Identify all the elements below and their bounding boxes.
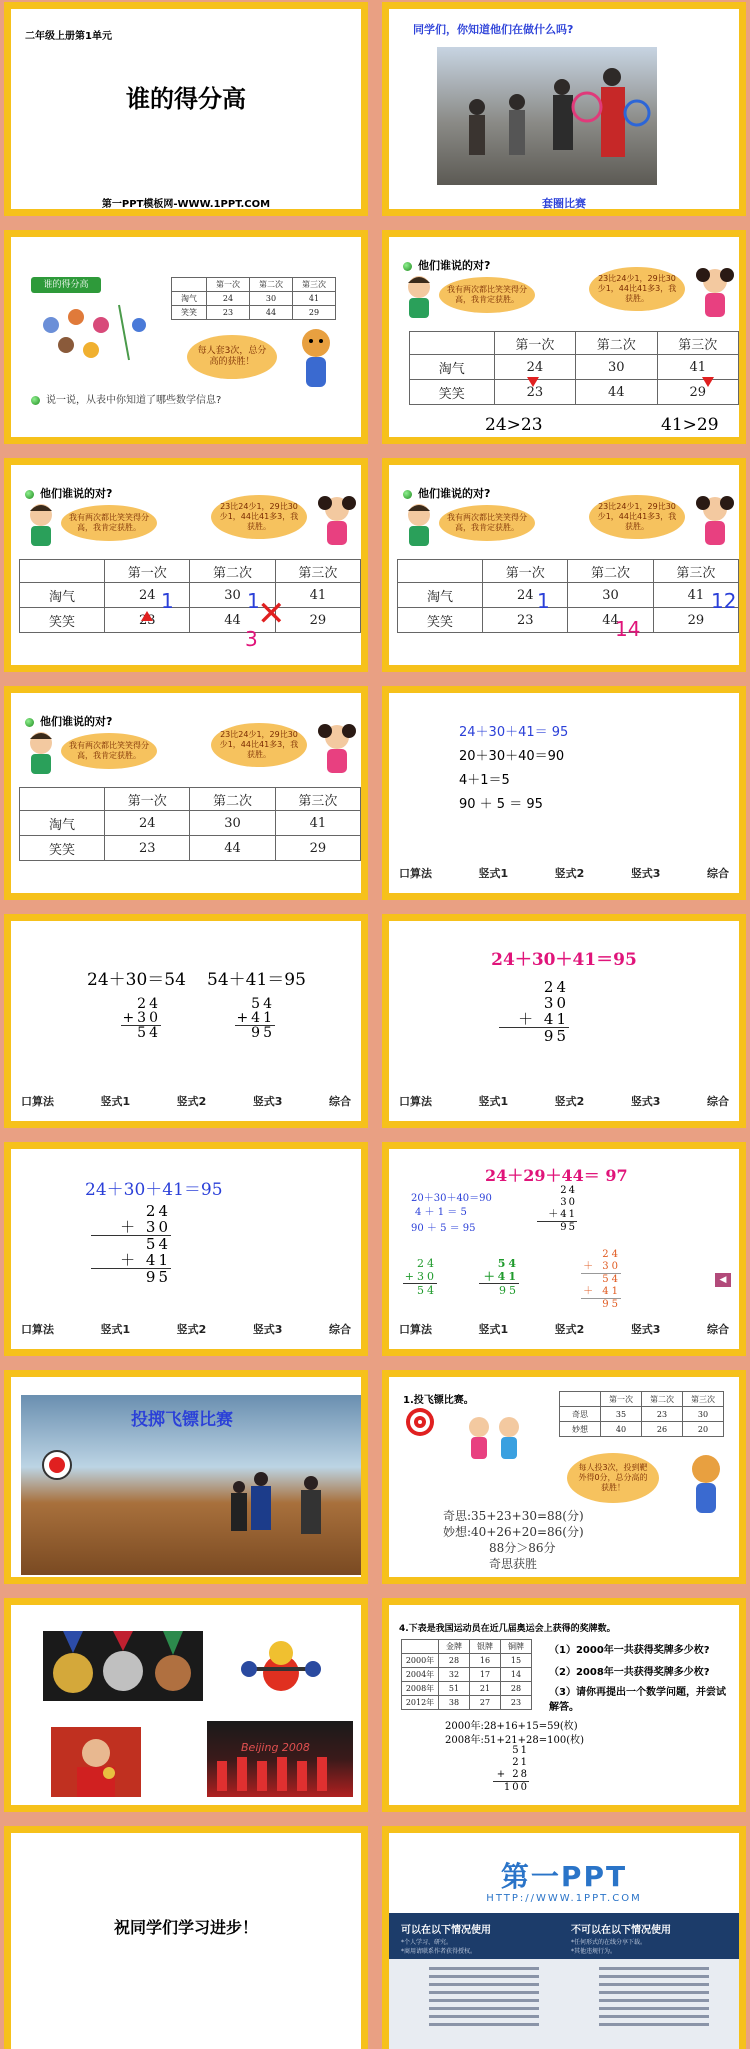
menu-oral[interactable]: 口算法: [399, 1095, 432, 1108]
slide-9: [4, 914, 368, 1128]
ring-toss-photo: [437, 47, 657, 185]
menu-oral[interactable]: 口算法: [399, 1323, 432, 1336]
question-1: （1）2000年一共获得奖牌多少枚?: [549, 1645, 710, 1656]
girl-bubble: 23比24少1，29比30少1，44比41多3，我获胜。: [589, 267, 685, 311]
equation-title: 24＋30＋41＝95: [85, 1180, 223, 1200]
menu-vertical-3[interactable]: 竖式3: [630, 1095, 661, 1108]
score-table: 第一次 第二次 第三次 淘气 24 30 41 笑笑 23 44 29: [409, 331, 739, 405]
question-3: （3）请你再提出一个数学问题，并尝试解答。: [549, 1687, 726, 1713]
slide-13: [4, 1370, 368, 1584]
problem-title: 4.下表是我国运动员在近几届奥运会上获得的奖牌数。: [399, 1624, 616, 1634]
vertical-calc: 24 ＋ 30 54 ＋ 41 95: [91, 1203, 171, 1285]
prompt-text: 说一说，从表中你知道了哪些数学信息?: [31, 391, 221, 406]
oral-line-2: 4 ＋ 1 ＝ 5: [415, 1207, 467, 1218]
cannot-use-note-2: *其他违规行为。: [571, 1948, 617, 1955]
slide-2: [382, 2, 746, 216]
mascot-weightlifting-image: [241, 1629, 321, 1709]
dog-character: [681, 1449, 731, 1519]
vertical-calc-1: 24 +30 54: [122, 996, 161, 1041]
girl-bubble: 23比24少1，29比30少1，44比41多3，我获胜。: [211, 495, 307, 539]
score-table: 第一次 第二次 第三次 淘气 24 30 41 笑笑 23 44 29: [19, 559, 361, 633]
diff-mark-3: 12: [711, 589, 737, 613]
calc-line-2: 妙想:40+26+20=86(分): [443, 1525, 584, 1539]
menu-combined[interactable]: 综合: [328, 1095, 351, 1108]
oral-line-1: 20＋30＋40＝90: [411, 1193, 492, 1204]
slide-11: [4, 1142, 368, 1356]
menu-vertical-3[interactable]: 竖式3: [252, 1323, 283, 1336]
photo-title: 投掷飞镖比赛: [131, 1410, 233, 1430]
menu-vertical-1[interactable]: 竖式1: [478, 867, 509, 880]
score-table: 第一次 第二次 第三次 淘气 24 30 41 笑笑 23 44 29: [171, 277, 336, 320]
medals-image: [43, 1631, 203, 1701]
score-table: 第一次 第二次 第三次 淘气 24 30 41 笑笑 23 44 29: [19, 787, 361, 861]
bullet-icon: [25, 490, 34, 499]
slide-6: [382, 458, 746, 672]
bullet-icon: [403, 490, 412, 499]
menu-vertical-3[interactable]: 竖式3: [630, 867, 661, 880]
vertical-calc-3: 24 ＋ 30 54 ＋ 41 95: [581, 1249, 621, 1311]
diff-mark-2: 1: [247, 589, 260, 613]
menu-vertical-1[interactable]: 竖式1: [478, 1323, 509, 1336]
boy-character: [401, 501, 437, 549]
team-photo: [207, 1721, 353, 1797]
footer-text: 第一PPT模板网-WWW.1PPT.COM: [101, 199, 271, 210]
usage-panel: [389, 1913, 739, 2049]
menu-vertical-3[interactable]: 竖式3: [630, 1323, 661, 1336]
menu-oral[interactable]: 口算法: [399, 867, 432, 880]
can-use-note: *个人学习、研究。: [401, 1939, 453, 1946]
slide-4: [382, 230, 746, 444]
question-2: （2）2008年一共获得奖牌多少枚?: [549, 1667, 710, 1678]
equation-title: 24＋30＋41＝95: [491, 950, 637, 970]
cross-icon: ✕: [257, 594, 286, 634]
equation-3: 4＋1＝5: [459, 773, 510, 788]
slide-15: [4, 1598, 368, 1812]
can-use-heading: 可以在以下情况使用: [401, 1925, 491, 1936]
question-heading: 他们谁说的对?: [25, 713, 112, 729]
closing-text: 祝同学们学习进步！: [113, 1918, 258, 1937]
boy-character: [23, 729, 59, 777]
section-banner: 谁的得分高: [31, 277, 101, 293]
gymnasts-figures: [207, 1751, 353, 1797]
diff-mark-1: 1: [161, 589, 174, 613]
diff-mark-1: 1: [537, 589, 550, 613]
equation-4: 90 ＋ 5 ＝ 95: [459, 797, 543, 812]
slide-5: [4, 458, 368, 672]
boy-character: [23, 501, 59, 549]
link-lines: [389, 1959, 739, 2049]
equation-1: 24＋30＝54: [87, 970, 186, 990]
can-use-note-2: *商用请联系作者获得授权。: [401, 1948, 477, 1955]
girl-bubble: 23比24少1，29比30少1，44比41多3，我获胜。: [211, 723, 307, 767]
question-heading: 他们谁说的对?: [25, 485, 112, 501]
calc-line-1: 奇思:35+23+30=88(分): [443, 1509, 584, 1523]
cannot-use-note: *任何形式的在线分享下载。: [571, 1939, 647, 1946]
boy-bubble: 我有两次都比笑笑得分高，我肯定获胜。: [439, 277, 535, 313]
athlete-image: [51, 1727, 141, 1797]
menu-vertical-2[interactable]: 竖式2: [554, 1323, 585, 1336]
menu-combined[interactable]: 综合: [706, 1095, 729, 1108]
calc-line-3: 88分＞86分: [489, 1541, 556, 1555]
girl-character: [315, 493, 359, 549]
menu-vertical-2[interactable]: 竖式2: [554, 1095, 585, 1108]
method-menu: [21, 1321, 351, 1337]
menu-vertical-1[interactable]: 竖式1: [478, 1095, 509, 1108]
compare-2: 41>29: [661, 415, 719, 435]
unit-label: 二年级上册第1单元: [25, 31, 112, 42]
vertical-calc-1: 24 +30 54: [404, 1257, 437, 1297]
bullet-icon: [25, 718, 34, 727]
down-arrow-icon: [527, 377, 539, 387]
diff-mark-2: 14: [615, 617, 641, 641]
oral-line-3: 90 ＋ 5 ＝ 95: [411, 1223, 476, 1234]
dartboard-icon: [405, 1407, 435, 1437]
boy-bubble: 我有两次都比笑笑得分高，我肯定获胜。: [439, 505, 535, 541]
answer-1: 2000年:28+16+15=59(枚): [445, 1721, 578, 1732]
menu-vertical-1[interactable]: 竖式1: [100, 1323, 131, 1336]
equation-2: 54＋41＝95: [207, 970, 306, 990]
method-menu: [21, 1093, 351, 1109]
method-menu: [399, 865, 729, 881]
slide-12: [382, 1142, 746, 1356]
dart-score-table: 第一次 第二次 第三次 奇思 35 23 30 妙想 40 26 20: [559, 1391, 724, 1437]
slide-3: [4, 230, 368, 444]
menu-combined[interactable]: 综合: [328, 1323, 351, 1336]
people-figures: [437, 47, 657, 185]
ring-toss-illustration: [31, 295, 151, 365]
girl-character: [693, 493, 737, 549]
links-area: [389, 1959, 739, 2049]
diff-mark-3: 3: [245, 627, 258, 651]
rule-bubble: 每人投3次，投到靶外得0分，总分高的获胜！: [567, 1453, 659, 1503]
vertical-calc-combined: 24 30 ＋41 95: [537, 1185, 577, 1234]
problem-title: 1.投飞镖比赛。: [403, 1395, 474, 1406]
equation-1: 24＋30＋41＝ 95: [459, 725, 569, 740]
vertical-calc-2: 54 ＋41 95: [479, 1257, 519, 1297]
question-text: 同学们，你知道他们在做什么吗?: [413, 23, 574, 36]
menu-oral[interactable]: 口算法: [21, 1095, 54, 1108]
menu-vertical-2[interactable]: 竖式2: [176, 1323, 207, 1336]
menu-combined[interactable]: 综合: [706, 867, 729, 880]
calc-line-4: 奇思获胜: [489, 1557, 538, 1571]
menu-vertical-1[interactable]: 竖式1: [100, 1095, 131, 1108]
method-menu: [399, 1321, 729, 1337]
page-title: 谁的得分高: [126, 85, 246, 113]
back-button[interactable]: ◀: [715, 1273, 731, 1287]
cannot-use-heading: 不可以在以下情况使用: [571, 1925, 671, 1936]
bullet-icon: [31, 396, 40, 405]
slide-7: [4, 686, 368, 900]
girl-character: [693, 265, 737, 321]
slide-17: [4, 1826, 368, 2049]
slide-1: [4, 2, 368, 216]
slide-8: [382, 686, 746, 900]
slide-16: [382, 1598, 746, 1812]
menu-combined[interactable]: 综合: [706, 1323, 729, 1336]
boy-bubble: 我有两次都比笑笑得分高，我肯定获胜。: [61, 505, 157, 541]
vertical-calc: 24 30 ＋ 41 95: [499, 979, 569, 1044]
equation-title: 24＋29＋44＝ 97: [485, 1166, 628, 1185]
girl-character: [315, 721, 359, 777]
vertical-calc-2: 54 +41 95: [236, 996, 275, 1041]
menu-vertical-2[interactable]: 竖式2: [554, 867, 585, 880]
medal-table: 金牌 银牌 铜牌 2000年 28 16 15 2004年 32 17 14 2008年 51 21 28 2012年 38 27 23: [401, 1639, 532, 1710]
vertical-calc: 51 21 + 28 100: [493, 1745, 529, 1794]
brand-url: HTTP://WWW.1PPT.COM: [486, 1893, 642, 1904]
answer-2: 2008年:51+21+28=100(枚): [445, 1735, 585, 1746]
method-menu: [399, 1093, 729, 1109]
beijing-logo-text: Beijing 2008: [241, 1741, 310, 1754]
equation-2: 20＋30＋40＝90: [459, 749, 565, 764]
children-characters: [461, 1413, 531, 1469]
question-heading: 他们谁说的对?: [403, 485, 490, 501]
menu-vertical-3[interactable]: 竖式3: [252, 1095, 283, 1108]
photo-caption: 套圈比赛: [542, 197, 586, 210]
dog-character: [291, 323, 341, 393]
girl-bubble: 23比24少1，29比30少1，44比41多3，我获胜。: [589, 495, 685, 539]
boy-bubble: 我有两次都比笑笑得分高，我肯定获胜。: [61, 733, 157, 769]
slide-14: [382, 1370, 746, 1584]
speech-bubble: 每人套3次，总分高的获胜！: [187, 335, 277, 379]
menu-vertical-2[interactable]: 竖式2: [176, 1095, 207, 1108]
slide-10: [382, 914, 746, 1128]
menu-oral[interactable]: 口算法: [21, 1323, 54, 1336]
score-table: 第一次 第二次 第三次 淘气 24 30 41 笑笑 23 44 29: [397, 559, 739, 633]
bullet-icon: [403, 262, 412, 271]
down-arrow-icon: [702, 377, 714, 387]
question-heading: 他们谁说的对?: [403, 257, 490, 273]
up-arrow-icon: [141, 611, 153, 621]
slide-18: [382, 1826, 746, 2049]
brand-logo: 第一PPT: [500, 1860, 628, 1893]
boy-character: [401, 273, 437, 321]
compare-1: 24>23: [485, 415, 543, 435]
